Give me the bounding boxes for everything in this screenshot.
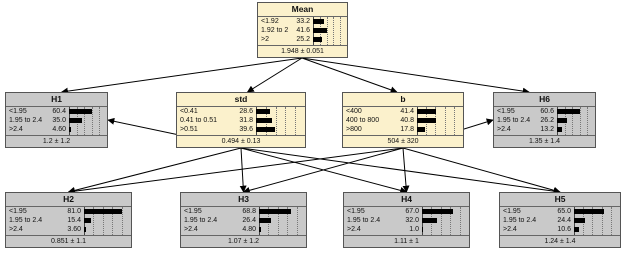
node-title: H2 <box>6 193 131 207</box>
state-probability: 41.6 <box>296 27 310 34</box>
state-probability: 1.0 <box>409 226 419 233</box>
node-summary: 0.494 ± 0.13 <box>221 138 261 145</box>
state-probability: 25.2 <box>296 36 310 43</box>
state-label: 1.95 to 2.4 <box>9 217 43 224</box>
state-label: 1.95 to 2.4 <box>184 217 218 224</box>
state-probability: 35.0 <box>52 117 66 124</box>
node-h4[interactable] <box>343 192 470 248</box>
probability-bar <box>69 109 92 114</box>
state-label: 1.95 to 2.4 <box>497 117 531 124</box>
node-title: H6 <box>494 93 595 107</box>
state-row <box>494 107 595 116</box>
node-title: H3 <box>181 193 306 207</box>
probability-bar <box>259 227 261 232</box>
node-h2[interactable] <box>5 192 132 248</box>
edge-mean-to-b <box>302 58 397 92</box>
state-probability: 67.0 <box>405 208 419 215</box>
state-label: 1.95 to 2.4 <box>9 117 43 124</box>
state-table <box>6 207 131 236</box>
probability-bar <box>256 127 275 132</box>
state-table <box>343 107 463 136</box>
state-probability: 65.0 <box>557 208 571 215</box>
state-probability: 41.4 <box>400 108 414 115</box>
edge-mean-to-std <box>248 58 303 92</box>
state-row <box>500 225 620 234</box>
node-title: std <box>177 93 305 107</box>
edge-std-to-h5 <box>241 148 560 192</box>
state-probability: 33.2 <box>296 18 310 25</box>
state-probability: 3.60 <box>67 226 81 233</box>
state-label: <1.92 <box>261 18 279 25</box>
state-row <box>344 216 469 225</box>
state-label: <1.95 <box>184 208 202 215</box>
state-row <box>494 116 595 125</box>
state-label: 0.41 to 0.51 <box>180 117 217 124</box>
state-row <box>343 125 463 134</box>
state-label: 1.95 to 2.4 <box>347 217 381 224</box>
state-row <box>258 35 347 44</box>
state-row <box>181 225 306 234</box>
state-table <box>181 207 306 236</box>
state-label: >0.51 <box>180 126 198 133</box>
probability-bar <box>69 127 71 132</box>
state-probability: 26.4 <box>242 217 256 224</box>
state-probability: 39.6 <box>239 126 253 133</box>
state-probability: 40.8 <box>400 117 414 124</box>
probability-bar <box>422 209 453 214</box>
node-summary: 504 ± 320 <box>387 138 419 145</box>
probability-bar <box>313 19 324 24</box>
state-label: >2.4 <box>9 226 23 233</box>
state-probability: 60.4 <box>52 108 66 115</box>
state-row <box>6 225 131 234</box>
node-title: Mean <box>258 3 347 17</box>
state-row <box>177 116 305 125</box>
state-table <box>177 107 305 136</box>
probability-bar <box>417 118 436 123</box>
node-title: H4 <box>344 193 469 207</box>
edge-std-to-h3 <box>241 148 244 192</box>
state-label: >2.4 <box>503 226 517 233</box>
state-row <box>6 107 107 116</box>
state-label: 400 to 800 <box>346 117 380 124</box>
state-probability: 31.8 <box>239 117 253 124</box>
state-row <box>6 125 107 134</box>
state-table <box>494 107 595 136</box>
state-label: <0.41 <box>180 108 198 115</box>
probability-bar <box>417 127 425 132</box>
state-row <box>500 216 620 225</box>
state-label: 1.95 to 2.4 <box>503 217 537 224</box>
probability-bar <box>422 227 423 232</box>
edge-mean-to-h6 <box>302 58 529 92</box>
probability-bar <box>557 109 580 114</box>
state-label: >2.4 <box>497 126 511 133</box>
state-row <box>258 26 347 35</box>
node-b[interactable] <box>342 92 464 148</box>
state-probability: 26.2 <box>540 117 554 124</box>
state-row <box>177 125 305 134</box>
node-summary: 1.24 ± 1.4 <box>544 238 576 245</box>
state-label: >2.4 <box>347 226 361 233</box>
state-label: 1.92 to 2 <box>261 27 289 34</box>
state-probability: 81.0 <box>67 208 81 215</box>
state-label: <400 <box>346 108 362 115</box>
state-probability: 28.6 <box>239 108 253 115</box>
probability-bar <box>259 218 271 223</box>
state-label: <1.95 <box>9 208 27 215</box>
state-probability: 13.2 <box>540 126 554 133</box>
node-summary: 1.2 ± 1.2 <box>42 138 71 145</box>
probability-bar <box>557 118 567 123</box>
probability-bar <box>256 118 272 123</box>
state-row <box>500 207 620 216</box>
state-row <box>343 107 463 116</box>
node-summary: 1.35 ± 1.4 <box>528 138 561 145</box>
probability-bar <box>417 109 436 114</box>
edge-b-to-h5 <box>403 148 560 192</box>
probability-bar <box>313 28 327 33</box>
state-row <box>6 207 131 216</box>
state-label: >2 <box>261 36 269 43</box>
node-std[interactable] <box>176 92 306 148</box>
state-row <box>258 17 347 26</box>
state-table <box>344 207 469 236</box>
state-label: <1.95 <box>9 108 27 115</box>
state-table <box>258 17 347 46</box>
state-row <box>181 216 306 225</box>
probability-bar <box>84 218 91 223</box>
state-label: >2.4 <box>184 226 198 233</box>
node-h3[interactable] <box>180 192 307 248</box>
probability-bar <box>422 218 437 223</box>
state-label: >2.4 <box>9 126 23 133</box>
state-probability: 10.6 <box>557 226 571 233</box>
probability-bar <box>574 209 604 214</box>
state-label: <1.95 <box>497 108 515 115</box>
state-probability: 4.80 <box>242 226 256 233</box>
state-probability: 60.6 <box>540 108 554 115</box>
probability-bar <box>84 209 122 214</box>
state-label: >800 <box>346 126 362 133</box>
probability-bar <box>313 37 322 42</box>
state-probability: 17.8 <box>400 126 414 133</box>
node-summary: 0.851 ± 1.1 <box>51 238 86 245</box>
node-h5[interactable] <box>499 192 621 248</box>
node-title: b <box>343 93 463 107</box>
probability-bar <box>574 218 585 223</box>
probability-bar <box>557 127 562 132</box>
edge-b-to-h2 <box>69 148 404 192</box>
state-probability: 15.4 <box>67 217 81 224</box>
state-table <box>500 207 620 236</box>
node-title: H5 <box>500 193 620 207</box>
state-row <box>6 216 131 225</box>
state-row <box>181 207 306 216</box>
state-table <box>6 107 107 136</box>
node-h6[interactable] <box>493 92 596 148</box>
node-summary: 1.948 ± 0.051 <box>281 48 324 55</box>
node-summary: 1.11 ± 1 <box>394 238 419 245</box>
node-summary: 1.07 ± 1.2 <box>227 238 260 245</box>
probability-bar <box>574 227 579 232</box>
probability-bar <box>256 109 270 114</box>
state-row <box>177 107 305 116</box>
state-probability: 4.60 <box>52 126 66 133</box>
state-label: <1.95 <box>347 208 365 215</box>
probability-bar <box>259 209 291 214</box>
node-h1[interactable] <box>5 92 108 148</box>
edge-mean-to-h1 <box>62 58 302 92</box>
state-row <box>344 225 469 234</box>
state-probability: 24.4 <box>557 217 571 224</box>
state-row <box>343 116 463 125</box>
state-row <box>6 116 107 125</box>
node-title: H1 <box>6 93 107 107</box>
probability-bar <box>84 227 86 232</box>
state-row <box>344 207 469 216</box>
edge-std-to-h2 <box>69 148 242 192</box>
state-probability: 68.8 <box>242 208 256 215</box>
state-label: <1.95 <box>503 208 521 215</box>
state-probability: 32.0 <box>405 217 419 224</box>
node-mean[interactable] <box>257 2 348 58</box>
state-row <box>494 125 595 134</box>
probability-bar <box>69 118 82 123</box>
